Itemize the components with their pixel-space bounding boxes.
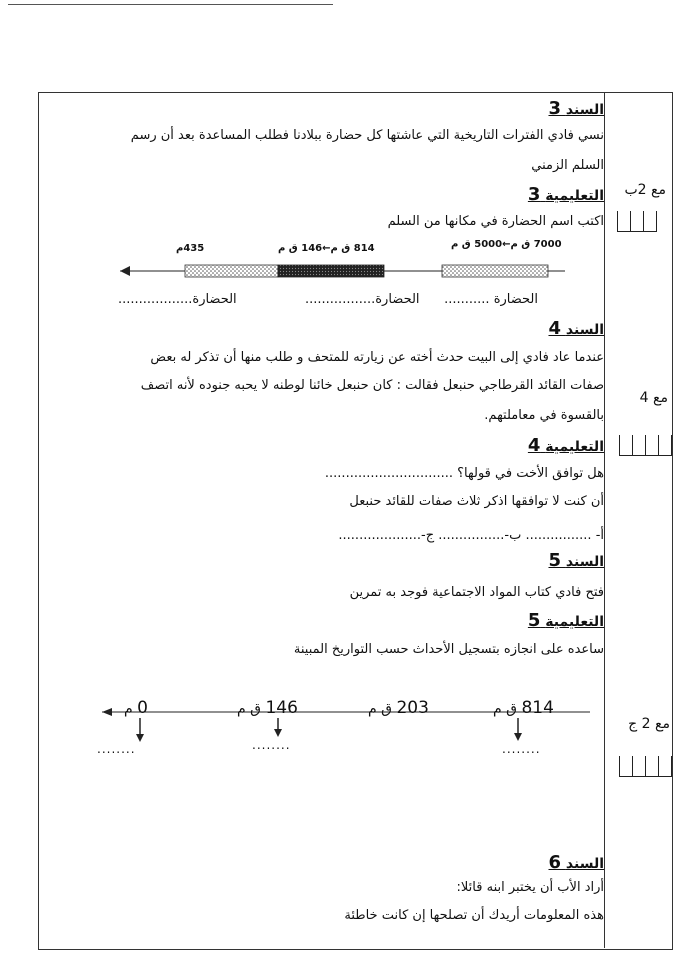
taalimiya4-question2: أن كنت لا توافقها اذكر ثلاث صفات للقائد حنبعل <box>349 494 604 509</box>
answer-label-2: الحضارة................. <box>305 292 420 307</box>
criterion-1: مع 2ب <box>624 182 666 198</box>
taalimiya5-heading: التعليمية 5 <box>527 610 604 631</box>
sanad6-line1: أراد الأب أن يختبر ابنه قائلا: <box>456 880 604 895</box>
date-146: 146 ق م <box>237 698 298 718</box>
sanad6-line2: هذه المعلومات أريدك أن تصلحها إن كانت خاطئة <box>344 908 604 923</box>
taalimiya3-heading: التعليمية 3 <box>527 184 604 205</box>
sanad6-heading: السند 6 <box>548 852 604 873</box>
sanad4-line1: عندما عاد فادي إلى البيت حدث أخته عن زيارته للمتحف و طلب منها أن تذكر له بعض <box>150 350 604 365</box>
date-814-answer: ........ <box>502 742 541 756</box>
date-0-answer: ........ <box>97 742 136 756</box>
sanad4-line3: بالقسوة في معاملتهم. <box>484 408 604 423</box>
timeline-label-prehistory: 7000 ق م←5000 ق م <box>451 239 562 250</box>
sanad3-heading: السند 3 <box>548 98 604 119</box>
taalimiya4-answers: أ- ................ ب-................ ج-.................... <box>338 528 604 543</box>
timeline-segment-3 <box>185 265 278 277</box>
sanad5-heading: السند 5 <box>548 550 604 571</box>
timeline-segment-2 <box>278 265 384 277</box>
taalimiya4-heading: التعليمية 4 <box>527 435 604 456</box>
taalimiya4-question1: هل توافق الأخت في قولها؟ ............................... <box>324 466 604 481</box>
sanad3-line1: نسي فادي الفترات التاريخية التي عاشتها كل حضارة ببلادنا فطلب المساعدة بعد أن رسم <box>130 128 604 143</box>
sanad4-line2: صفات القائد القرطاجي حنبعل فقالت : كان حنبعل خائنا لوطنه لا يحبه جنوده لأنه اتصف <box>140 378 604 393</box>
date-814: 814 ق م <box>493 698 554 718</box>
timeline-label-vandal: 435م <box>176 243 205 254</box>
sanad3-line2: السلم الزمني <box>531 158 604 173</box>
score-boxes-2 <box>620 435 672 456</box>
score-boxes-3 <box>620 756 672 777</box>
answer-label-1: الحضارة ........... <box>444 292 538 307</box>
answer-label-3: الحضارة.................. <box>118 292 237 307</box>
taalimiya3-instruction: اكتب اسم الحضارة في مكانها من السلم <box>387 214 604 229</box>
date-146-answer: ........ <box>252 738 291 752</box>
timeline-label-carthage: 814 ق م←146 ق م <box>278 243 375 254</box>
date-0: 0 م <box>124 698 148 718</box>
criterion-3: مع 2 ج <box>628 716 670 732</box>
sanad5-line1: فتح فادي كتاب المواد الاجتماعية فوجد به تمرين <box>349 585 604 600</box>
sanad4-heading: السند 4 <box>548 318 604 339</box>
timeline-segment-1 <box>442 265 548 277</box>
taalimiya5-instruction: ساعده على انجازه بتسجيل الأحداث حسب التواريخ المبينة <box>293 642 604 657</box>
score-boxes-1 <box>618 211 657 232</box>
date-203: 203 ق م <box>368 698 429 718</box>
criterion-2: مع 4 <box>639 390 668 406</box>
